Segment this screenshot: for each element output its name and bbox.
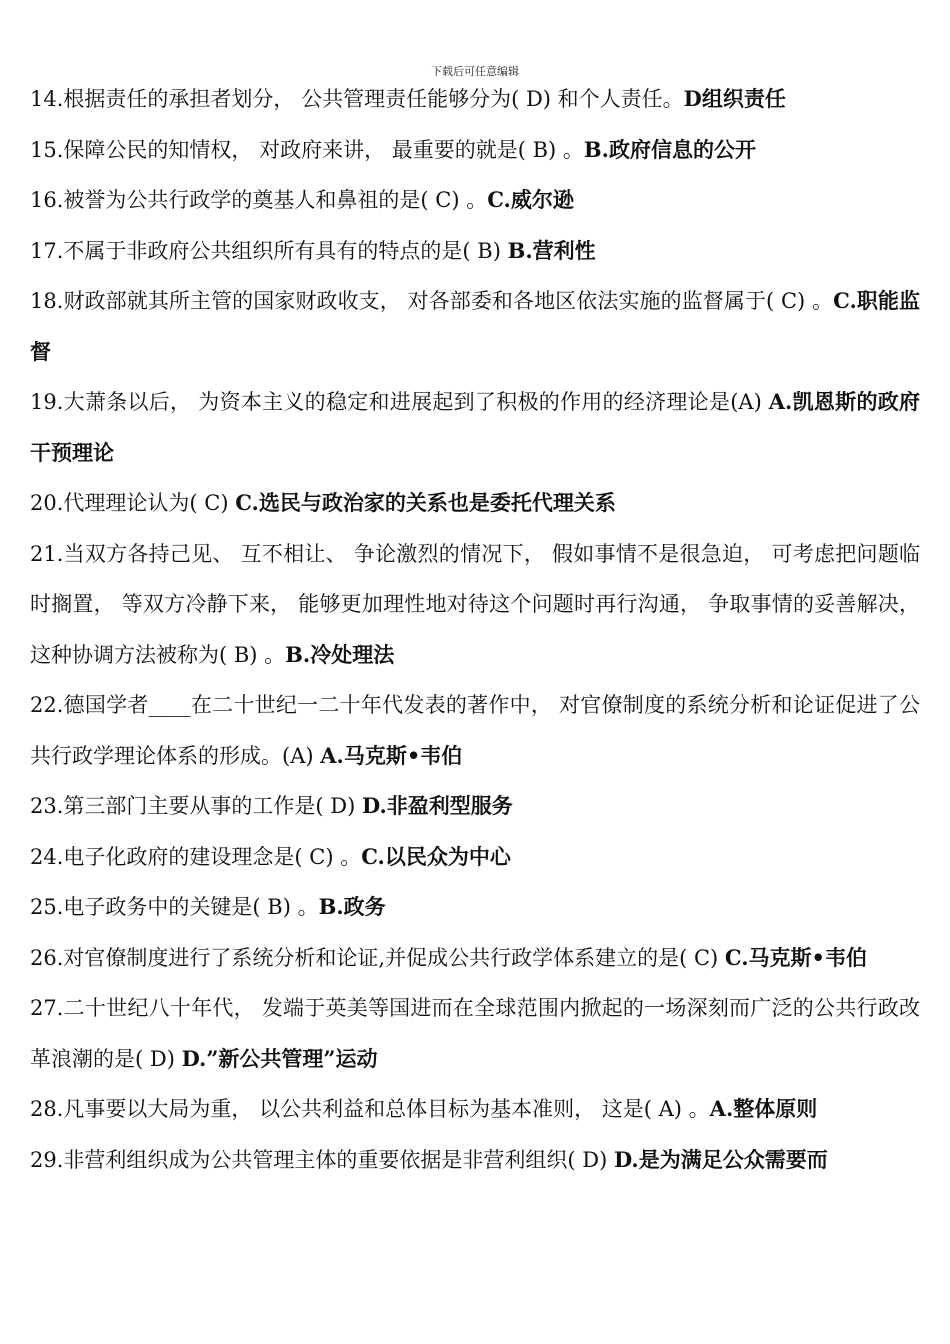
question-item [30, 125, 920, 176]
question-text: 15.保障公民的知情权， 对政府来讲， 最重要的就是( B) 。 [30, 137, 584, 162]
answer-text: D.是为满足公众需要而 [613, 1146, 828, 1172]
answer-text: C.选民与政治家的关系也是委托代理关系 [235, 490, 616, 515]
question-text: 27.二十世纪八十年代， 发端于英美等国进而在全球范围内掀起的一场深刻而广泛的公共行政改革浪潮的是( D) [30, 996, 920, 1071]
question-item [30, 478, 920, 529]
answer-text: A.整体原则 [709, 1096, 818, 1121]
question-text: 18.财政部就其所主管的国家财政收支， 对各部委和各地区依法实施的监督属于( C) 。 [30, 289, 834, 313]
answer-text: D组织责任 [683, 86, 786, 111]
question-text: 21.当双方各持己见、 互不相让、 争论激烈的情况下， 假如事情不是很急迫， 可考虑把问题临时搁置， 等双方冷静下来， 能够更加理性地对待这个问题时再行沟通， 争取事情的妥善解决， 这种协调方法被称为( B) 。 [30, 541, 920, 667]
question-text: 17.不属于非政府公共组织所有具有的特点的是( B) [30, 238, 508, 263]
question-text: 23.第三部门主要从事的工作是( D) [30, 794, 362, 818]
question-item [30, 276, 920, 377]
question-item [30, 1135, 920, 1186]
question-text: 19.大萧条以后， 为资本主义的稳定和进展起到了积极的作用的经济理论是(A) [30, 390, 769, 414]
question-item [30, 832, 920, 883]
question-item [30, 933, 920, 984]
answer-text: B.营利性 [507, 237, 596, 263]
question-item [30, 1084, 920, 1135]
question-text: 20.代理理论认为( C) [30, 491, 236, 515]
question-text: 14.根据责任的承担者划分， 公共管理责任能够分为( D) 和个人责任。 [30, 87, 684, 111]
question-item [30, 175, 920, 226]
question-item [30, 983, 920, 1084]
answer-text: B.政府信息的公开 [583, 136, 756, 162]
page-header: 下载后可任意编辑 [431, 65, 519, 78]
question-text: 26.对官僚制度进行了系统分析和论证,并促成公共行政学体系建立的是( C) [30, 945, 725, 970]
question-item [30, 680, 920, 781]
answer-text: B.冷处理法 [285, 641, 395, 667]
answer-text: A.马克斯•韦伯 [320, 742, 463, 768]
answer-text: C.职能监督 [30, 288, 921, 364]
answer-text: B.政务 [318, 894, 386, 919]
question-item [30, 882, 920, 933]
answer-text: C.威尔逊 [487, 187, 574, 212]
question-text: 29.非营利组织成为公共管理主体的重要依据是非营利组织( D) [30, 1147, 614, 1172]
question-list [30, 74, 920, 1185]
question-text: 25.电子政务中的关键是( B) 。 [30, 895, 319, 919]
question-text: 16.被誉为公共行政学的奠基人和鼻祖的是( C) 。 [30, 188, 488, 212]
question-text: 28.凡事要以大局为重， 以公共利益和总体目标为基本准则， 这是( A) 。 [30, 1097, 710, 1121]
question-item [30, 226, 920, 277]
answer-text: C.以民众为中心 [361, 843, 511, 869]
question-item [30, 529, 920, 681]
answer-text: A.凯恩斯的政府干预理论 [30, 389, 921, 465]
question-item [30, 74, 920, 125]
question-text: 24.电子化政府的建设理念是( C) 。 [30, 844, 362, 869]
question-item [30, 377, 920, 478]
answer-text: D.非盈利型服务 [361, 793, 513, 818]
answer-text: D.”新公共管理”运动 [181, 1045, 378, 1071]
answer-text: C.马克斯•韦伯 [724, 944, 867, 970]
question-text: 22.德国学者____在二十世纪一二十年代发表的著作中， 对官僚制度的系统分析和论证促进了公共行政学理论体系的形成。(A) [30, 693, 920, 768]
question-item [30, 781, 920, 832]
